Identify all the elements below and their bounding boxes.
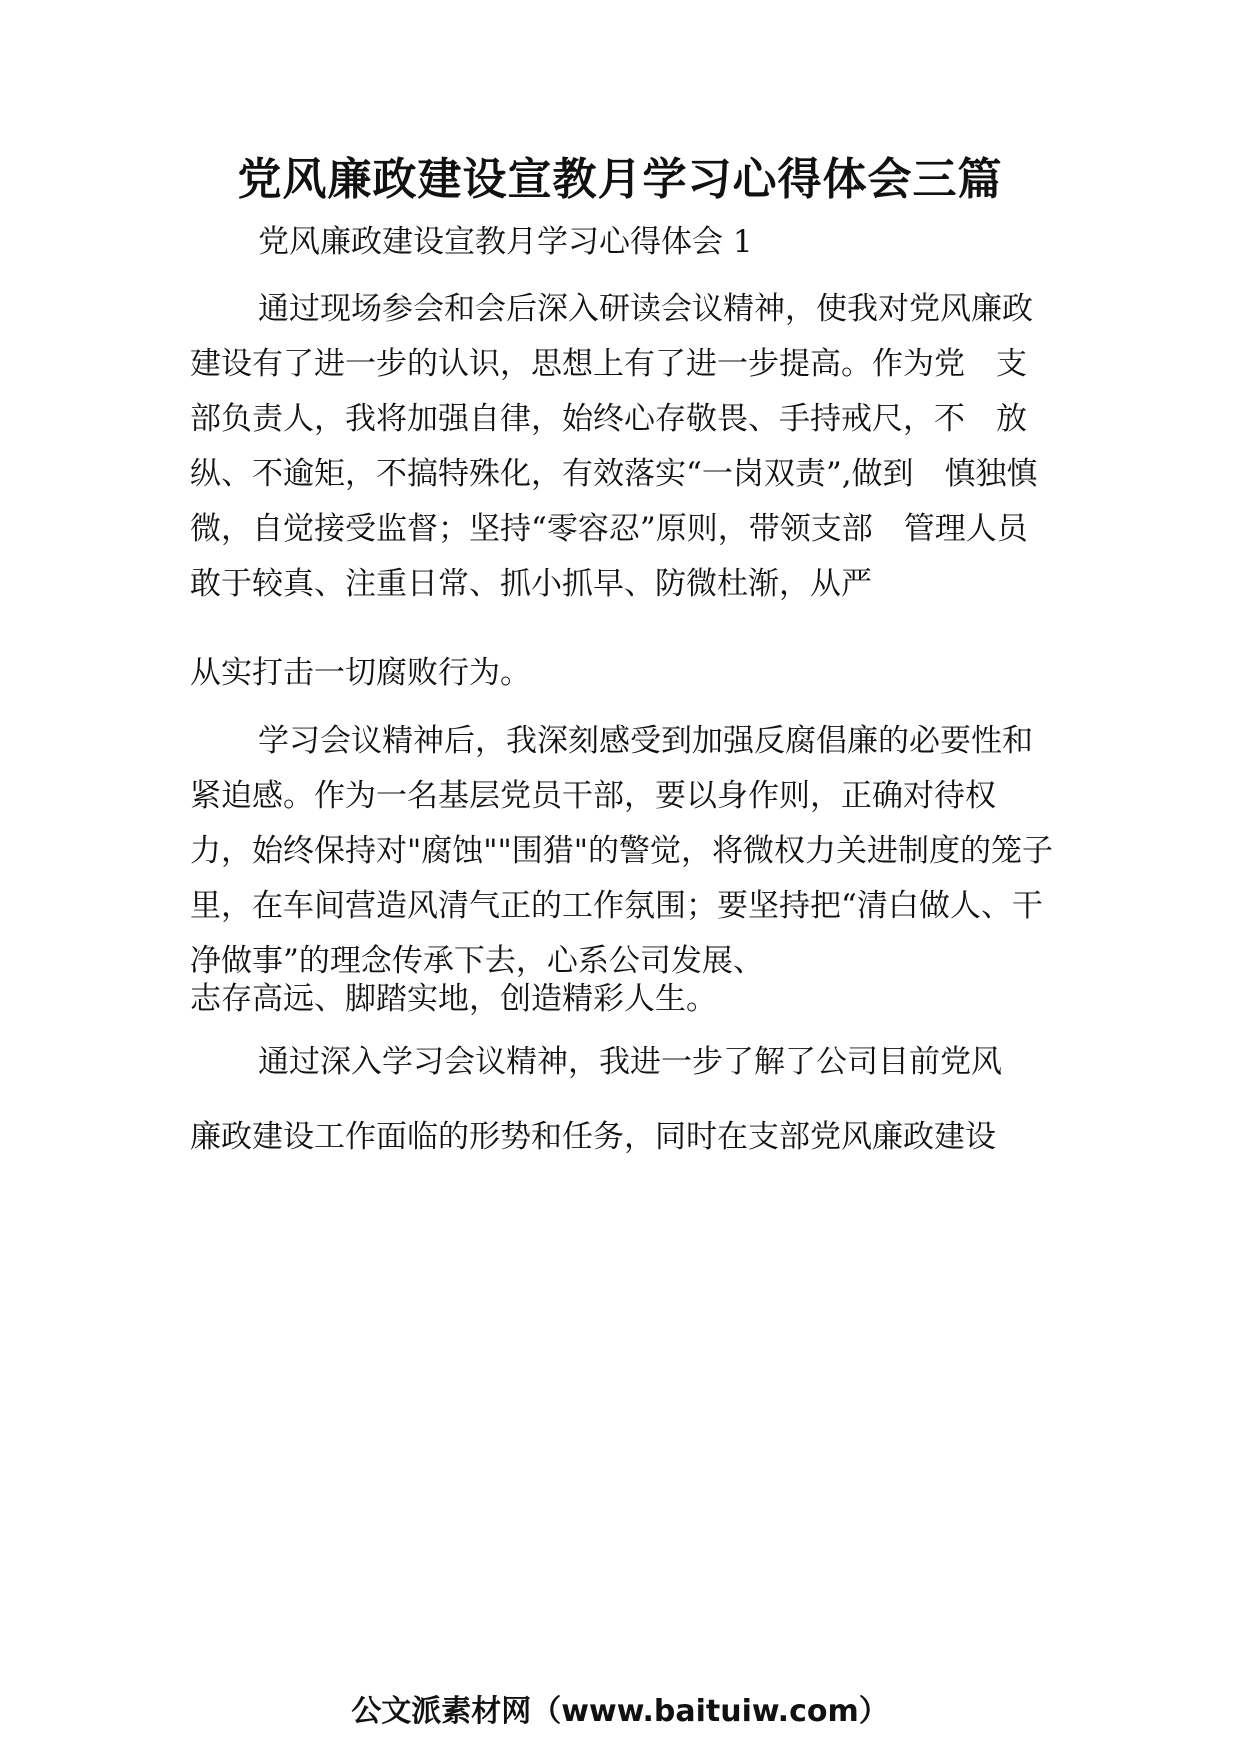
paragraph-2: 从实打击一切腐败行为。 (190, 655, 531, 691)
footer-source: 公文派素材网（www.baituiw.com） (351, 1694, 889, 1729)
paragraph-6: 廉政建设工作面临的形势和任务，同时在支部党风廉政建设 (190, 1119, 996, 1155)
paragraph-3: 学习会议精神后，我深刻感受到加强反腐倡廉的必要性和紧迫感。作为一名基层党员干部，要以身作则，正确对待权力，始终保持对"腐蚀""围猎"的警觉，将微权力关进制度的笼子里，在车间营造风清气正的工作氛围；要坚持把“清白做人、干净做事”的理念传承下去，心系公司发展、 (190, 723, 1054, 979)
document-title: 党风廉政建设宣教月学习心得体会三篇 (237, 154, 1003, 205)
paragraph-1: 通过现场参会和会后深入研读会议精神，使我对党风廉政建设有了进一步的认识，思想上有了进一步提高。作为党 支部负责人，我将加强自律，始终心存敬畏、手持戒尺，不 放纵、不逾矩，不搞特殊化，有效落实“一岗双责”,做到 慎独慎微，自觉接受监督；坚持“零容忍”原则，带领支部 管理人员敢于较真、注重日常、抓小抓早、防微杜渐，从严 (190, 291, 1038, 602)
paragraph-5: 通过深入学习会议精神，我进一步了解了公司目前党风 (258, 1044, 1002, 1080)
paragraph-4: 志存高远、脚踏实地，创造精彩人生。 (190, 981, 717, 1017)
document-subtitle: 党风廉政建设宣教月学习心得体会 1 (258, 224, 753, 260)
